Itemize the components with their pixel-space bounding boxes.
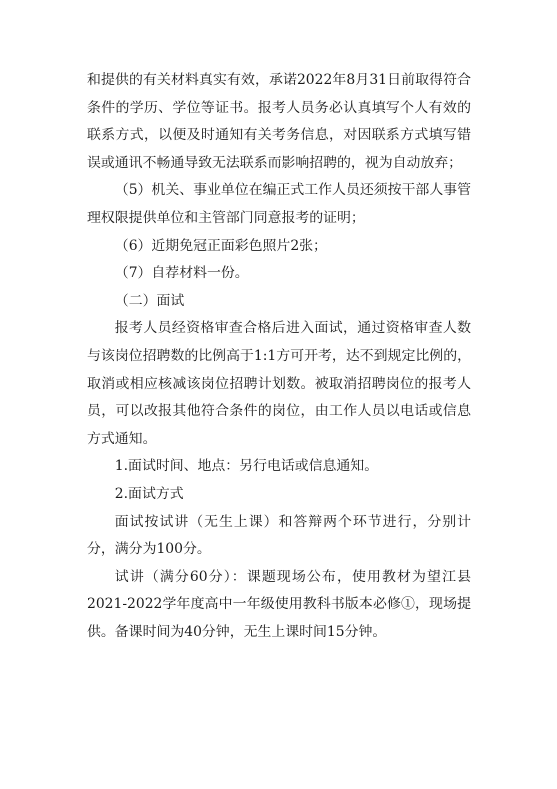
paragraph-interview-method: 面试按试讲（无生上课）和答辩两个环节进行，分别计分，满分为100分。 [87,513,471,558]
paragraph-item-6: （6）近期免冠正面彩色照片2张； [114,237,327,254]
paragraph-materials-commitment: 和提供的有关材料真实有效，承诺2022年8月31日前取得符合条件的学历、学位等证书。报考人员务必认真填写个人有效的联系方式，以便及时通知有关考务信息，对因联系方式填写错误或通讯不畅通导致无法联系而影响招聘的，视为自动放弃； [87,72,471,171]
paragraph-item-5: （5）机关、事业单位在编正式工作人员还须按干部人事管理权限提供单位和主管部门同意报考的证明； [87,182,471,226]
paragraph-interview-eligibility: 报考人员经资格审查合格后进入面试，通过资格审查人数与该岗位招聘数的比例高于1:1方可开考，达不到规定比例的，取消或相应核减该岗位招聘计划数。被取消招聘岗位的报考人员，可以改报其他符合条件的岗位，由工作人员以电话或信息方式通知。 [87,320,471,447]
document-body [87,67,471,646]
paragraph-trial-lecture: 试讲（满分60分）：课题现场公布，使用教材为望江县2021-2022学年度高中一年级使用教科书版本必修①，现场提供。备课时间为40分钟，无生上课时间15分钟。 [87,568,471,640]
paragraph-interview-method-heading: 2.面试方式 [114,485,184,502]
section-heading-interview: （二）面试 [114,292,185,309]
paragraph-item-7: （7）自荐材料一份。 [114,265,249,282]
paragraph-interview-time-place: 1.面试时间、地点：另行电话或信息通知。 [114,458,379,475]
